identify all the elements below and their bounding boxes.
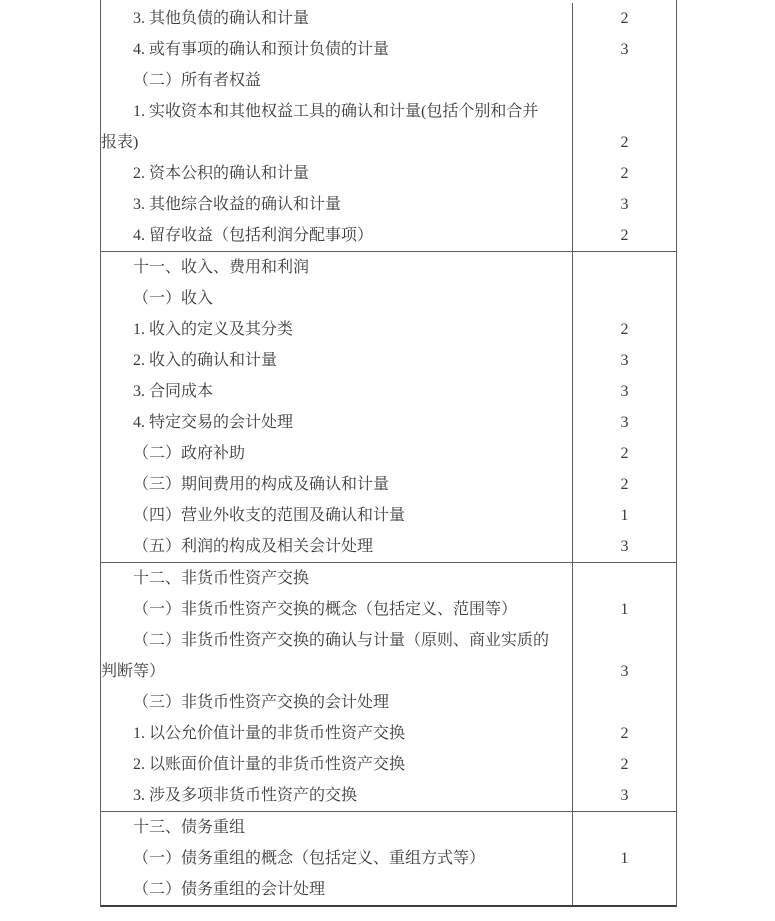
item-text: 4. 特定交易的会计处理 bbox=[133, 414, 294, 431]
item-text: （一）非货币性资产交换的概念（包括定义、范围等） bbox=[133, 601, 518, 618]
item-text: 3. 其他负债的确认和计量 bbox=[133, 10, 310, 27]
item-text: 十三、债务重组 bbox=[133, 819, 246, 836]
score-cell: 2 bbox=[572, 749, 676, 780]
table-row bbox=[101, 469, 676, 500]
table-row bbox=[101, 531, 676, 562]
score-cell: 3 bbox=[572, 407, 676, 438]
table-row bbox=[101, 687, 676, 718]
table-row bbox=[101, 252, 676, 283]
table-row bbox=[101, 843, 676, 874]
table-row bbox=[101, 780, 676, 811]
item-text: 1. 收入的定义及其分类 bbox=[133, 321, 294, 338]
syllabus-table bbox=[100, 0, 677, 907]
score-cell: 2 bbox=[572, 718, 676, 749]
score-cell: 2 bbox=[572, 469, 676, 500]
score-cell bbox=[572, 687, 676, 718]
table-section bbox=[101, 811, 676, 905]
table-row bbox=[101, 656, 676, 687]
table-section bbox=[101, 0, 676, 251]
score-cell bbox=[572, 874, 676, 905]
score-cell: 2 bbox=[572, 220, 676, 251]
item-text: 1. 以公允价值计量的非货币性资产交换 bbox=[133, 725, 406, 742]
score-cell: 1 bbox=[572, 843, 676, 874]
score-cell bbox=[572, 283, 676, 314]
table-row bbox=[101, 376, 676, 407]
score-cell: 3 bbox=[572, 34, 676, 65]
table-row bbox=[101, 65, 676, 96]
score-cell: 3 bbox=[572, 376, 676, 407]
table-row bbox=[101, 718, 676, 749]
item-text: （二）所有者权益 bbox=[133, 72, 262, 89]
item-text: 十一、收入、费用和利润 bbox=[133, 259, 310, 276]
score-cell: 2 bbox=[572, 314, 676, 345]
score-cell: 2 bbox=[572, 158, 676, 189]
item-text: （一）债务重组的概念（包括定义、重组方式等） bbox=[133, 850, 486, 867]
score-cell bbox=[572, 625, 676, 656]
item-text: 判断等） bbox=[101, 663, 166, 680]
score-cell bbox=[572, 563, 676, 594]
score-cell: 3 bbox=[572, 345, 676, 376]
table-row bbox=[101, 283, 676, 314]
table-row bbox=[101, 345, 676, 376]
score-cell: 3 bbox=[572, 780, 676, 811]
item-text: 3. 涉及多项非货币性资产的交换 bbox=[133, 787, 358, 804]
table-row bbox=[101, 158, 676, 189]
item-text: 3. 其他综合收益的确认和计量 bbox=[133, 196, 342, 213]
table-row bbox=[101, 812, 676, 843]
item-text: 3. 合同成本 bbox=[133, 383, 214, 400]
table-row bbox=[101, 407, 676, 438]
table-row bbox=[101, 874, 676, 905]
table-row bbox=[101, 127, 676, 158]
item-text: （四）营业外收支的范围及确认和计量 bbox=[133, 507, 406, 524]
score-cell bbox=[572, 812, 676, 843]
score-cell: 2 bbox=[572, 3, 676, 34]
item-text: （二）非货币性资产交换的确认与计量（原则、商业实质的 bbox=[133, 632, 550, 649]
score-cell: 2 bbox=[572, 438, 676, 469]
score-cell bbox=[572, 65, 676, 96]
table-row bbox=[101, 189, 676, 220]
table-row bbox=[101, 594, 676, 625]
item-text: 2. 资本公积的确认和计量 bbox=[133, 165, 310, 182]
item-text: 4. 或有事项的确认和预计负债的计量 bbox=[133, 41, 390, 58]
item-text: （五）利润的构成及相关会计处理 bbox=[133, 538, 374, 555]
item-text: （二）政府补助 bbox=[133, 445, 246, 462]
table-row bbox=[101, 749, 676, 780]
table-section bbox=[101, 251, 676, 562]
score-cell: 3 bbox=[572, 656, 676, 687]
table-row bbox=[101, 314, 676, 345]
item-text: 报表) bbox=[101, 134, 139, 151]
score-cell bbox=[572, 96, 676, 127]
table-section bbox=[101, 562, 676, 811]
score-cell: 3 bbox=[572, 189, 676, 220]
item-text: （二）债务重组的会计处理 bbox=[133, 881, 326, 898]
score-cell: 1 bbox=[572, 500, 676, 531]
score-cell: 2 bbox=[572, 127, 676, 158]
item-text: 4. 留存收益（包括利润分配事项） bbox=[133, 227, 374, 244]
item-text: （三）非货币性资产交换的会计处理 bbox=[133, 694, 390, 711]
item-text: 1. 实收资本和其他权益工具的确认和计量(包括个别和合并 bbox=[133, 103, 539, 120]
item-text: 2. 收入的确认和计量 bbox=[133, 352, 278, 369]
table-row bbox=[101, 34, 676, 65]
table-row bbox=[101, 438, 676, 469]
item-text: 十二、非货币性资产交换 bbox=[133, 570, 310, 587]
table-row bbox=[101, 3, 676, 34]
item-text: （一）收入 bbox=[133, 290, 214, 307]
table-row bbox=[101, 500, 676, 531]
table-row bbox=[101, 220, 676, 251]
item-text: 2. 以账面价值计量的非货币性资产交换 bbox=[133, 756, 406, 773]
table-row bbox=[101, 625, 676, 656]
score-cell bbox=[572, 252, 676, 283]
score-cell: 1 bbox=[572, 594, 676, 625]
score-cell: 3 bbox=[572, 531, 676, 562]
table-row bbox=[101, 563, 676, 594]
table-row bbox=[101, 96, 676, 127]
item-text: （三）期间费用的构成及确认和计量 bbox=[133, 476, 390, 493]
